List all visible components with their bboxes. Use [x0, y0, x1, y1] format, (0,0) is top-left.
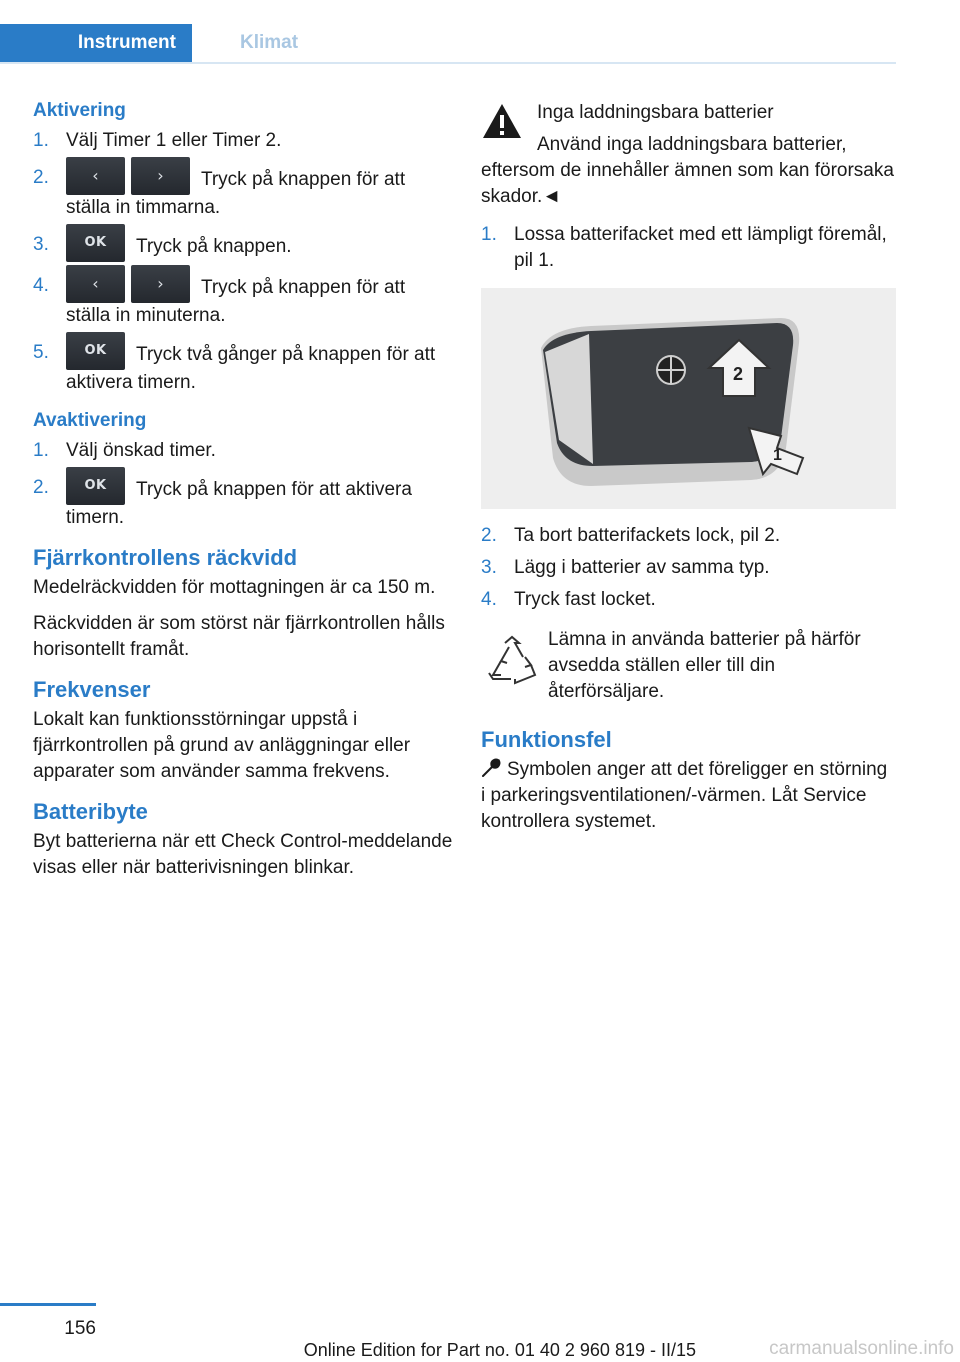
right-column — [481, 100, 896, 845]
list-item — [33, 273, 453, 329]
list-item — [481, 222, 896, 274]
page-number-rule — [0, 1303, 96, 1306]
malfunction-text: Symbolen anger att det föreligger en störning i parkeringsventilationen/-värmen. Låt Service kontrollera systemet. — [481, 759, 888, 832]
battery-heading: Batteribyte — [33, 799, 148, 824]
step-number: 1. — [33, 440, 49, 461]
step-number: 4. — [33, 275, 49, 296]
ok-button-icon: OK — [66, 332, 125, 370]
warning-box — [481, 100, 896, 210]
deactivation-steps — [33, 438, 453, 531]
range-paragraph-2: Räckvidden är som störst när fjärrkontrollen hålls horisontellt framåt. — [33, 613, 445, 660]
ok-button-icon: OK — [66, 224, 125, 262]
page-number: 156 — [64, 1318, 96, 1339]
step-text: Lossa batterifacket med ett lämpligt föremål, pil 1. — [514, 224, 887, 271]
list-item — [33, 438, 453, 464]
step-text: Tryck på knappen för att ställa in timmarna. — [66, 169, 406, 218]
left-column — [33, 100, 453, 891]
step-number: 2. — [481, 525, 497, 546]
deactivation-heading: Avaktivering — [33, 410, 147, 431]
activation-heading: Aktivering — [33, 100, 126, 121]
list-item — [481, 523, 896, 549]
step-number: 1. — [481, 224, 497, 245]
arrow-1-label: 1 — [773, 447, 782, 464]
wrench-icon — [481, 758, 501, 778]
list-item — [33, 165, 453, 221]
list-item — [33, 128, 453, 154]
watermark: carmanualsonline.info — [769, 1338, 954, 1359]
list-item — [33, 232, 453, 262]
recycle-text: Lämna in använda batterier på härför avsedda ställen eller till din återförsäljare. — [548, 629, 861, 702]
step-text: Välj önskad timer. — [66, 440, 216, 461]
malfunction-paragraph — [481, 757, 896, 835]
list-item — [33, 475, 453, 531]
key-fob-illustration — [481, 288, 896, 509]
battery-steps-a — [481, 222, 896, 274]
battery-paragraph: Byt batterierna när ett Check Control-meddelande visas eller när batterivisningen blinkar. — [33, 831, 453, 878]
tab-instrument[interactable]: Instrument — [0, 24, 192, 62]
frequency-paragraph: Lokalt kan funktionsstörningar uppstå i fjärrkontrollen på grund av anläggningar eller apparater som använder samma frekvens. — [33, 709, 411, 782]
prev-button-icon: ‹ — [66, 157, 125, 195]
warning-body: Använd inga laddningsbara batterier, eftersom de innehåller ämnen som kan förorsaka skador.◄ — [481, 134, 894, 207]
step-text: Tryck på knappen. — [135, 236, 292, 258]
edition-footer: Online Edition for Part no. 01 40 2 960 819 - II/15 — [303, 1340, 696, 1360]
step-number: 5. — [33, 342, 49, 363]
step-text: Tryck fast locket. — [514, 589, 656, 610]
step-number: 4. — [481, 589, 497, 610]
step-number: 3. — [33, 234, 49, 255]
list-item — [33, 340, 453, 396]
step-number: 2. — [33, 167, 49, 188]
step-text: Ta bort batterifackets lock, pil 2. — [514, 525, 781, 546]
ok-button-icon: OK — [66, 467, 125, 505]
malfunction-heading: Funktionsfel — [481, 727, 612, 752]
warning-triangle-icon — [481, 102, 523, 140]
arrow-2-label: 2 — [733, 364, 744, 384]
step-number: 1. — [33, 130, 49, 151]
step-text: Tryck på knappen för att ställa in minuterna. — [66, 277, 406, 326]
tab-klimat[interactable]: Klimat — [240, 32, 299, 53]
next-button-icon: › — [131, 265, 190, 303]
header-tabbar — [0, 24, 896, 64]
battery-steps-b — [481, 523, 896, 613]
frequency-heading: Frekvenser — [33, 677, 151, 702]
recycle-note — [481, 627, 896, 705]
step-text: Tryck på knappen för att aktivera timern. — [66, 479, 412, 528]
key-fob-drawing — [481, 288, 896, 509]
step-text: Välj Timer 1 eller Timer 2. — [66, 130, 282, 151]
list-item — [481, 587, 896, 613]
activation-steps — [33, 128, 453, 396]
list-item — [481, 555, 896, 581]
recycle-icon — [485, 635, 539, 687]
range-heading: Fjärrkontrollens räckvidd — [33, 545, 298, 570]
step-text: Tryck två gånger på knappen för att aktivera timern. — [66, 344, 436, 393]
next-button-icon: › — [131, 157, 190, 195]
step-number: 2. — [33, 477, 49, 498]
step-number: 3. — [481, 557, 497, 578]
step-text: Lägg i batterier av samma typ. — [514, 557, 770, 578]
warning-title: Inga laddningsbara batterier — [537, 102, 774, 123]
range-paragraph-1: Medelräckvidden för mottagningen är ca 150 m. — [33, 577, 436, 598]
prev-button-icon: ‹ — [66, 265, 125, 303]
